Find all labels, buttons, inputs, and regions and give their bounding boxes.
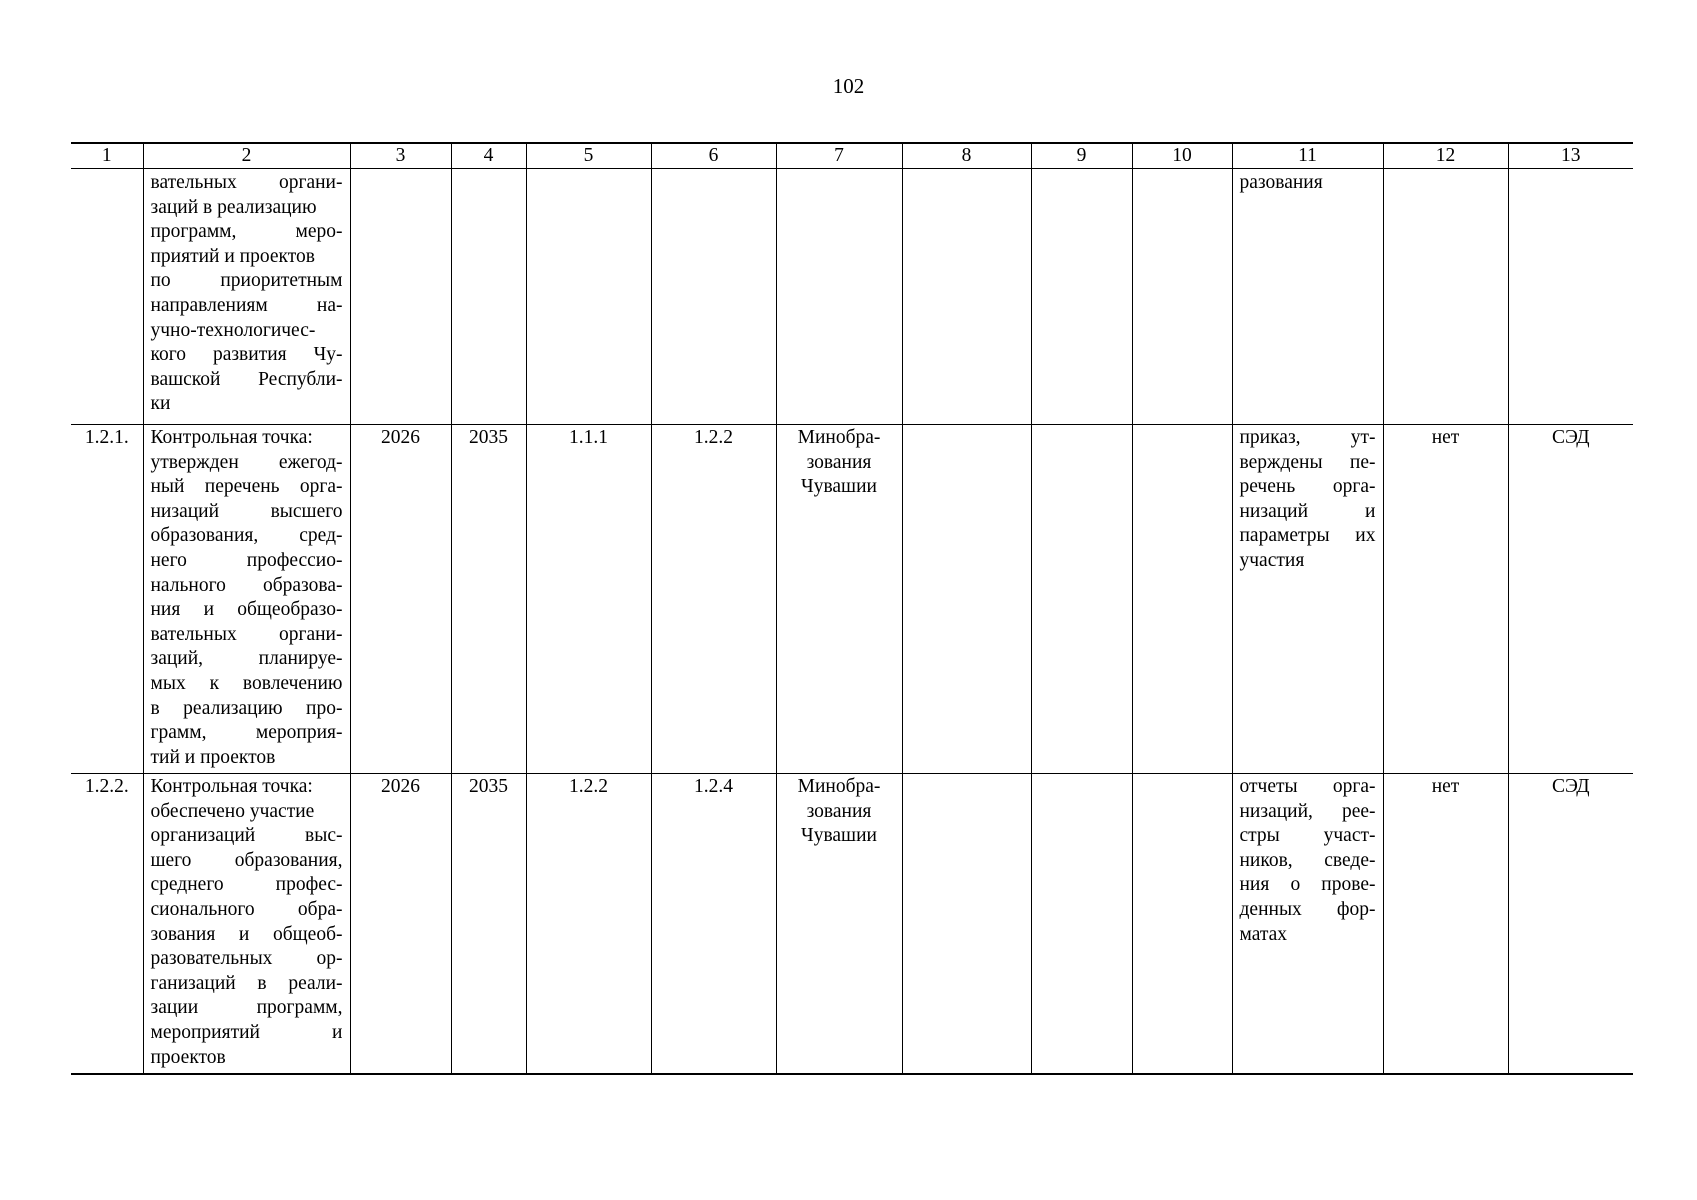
- document-line: низаций и: [1239, 500, 1376, 522]
- header-col-12: 12: [1383, 143, 1508, 169]
- col-5-value: 1.1.1: [526, 425, 651, 774]
- end-year: 2035: [451, 774, 526, 1074]
- start-year: [350, 169, 451, 425]
- document-line: приказ, ут-: [1239, 427, 1376, 448]
- description-line: тий и проектов: [150, 746, 276, 768]
- col-8-value: [902, 425, 1031, 774]
- header-col-5: 5: [526, 143, 651, 169]
- header-col-6: 6: [651, 143, 776, 169]
- header-col-4: 4: [451, 143, 526, 169]
- description-line: обеспечено участие: [150, 800, 315, 822]
- executor: [776, 169, 902, 425]
- col-12-value: [1383, 169, 1508, 425]
- description-line: него профессио-: [150, 549, 343, 571]
- description-line: сионального обра-: [150, 898, 343, 920]
- col-6-value: 1.2.2: [651, 425, 776, 774]
- description-line: среднего профес-: [150, 874, 343, 896]
- description-line: учно-технологичес-: [150, 319, 316, 341]
- header-col-7: 7: [776, 143, 902, 169]
- table-row: [71, 425, 1633, 774]
- description-line: зования и общеоб-: [150, 923, 343, 945]
- description-line: Контрольная точка:: [150, 776, 313, 797]
- executor: [776, 774, 902, 1074]
- description-line: низаций высшего: [150, 500, 343, 522]
- description-line: заций в реализацию: [150, 196, 317, 218]
- description-line: в реализацию про-: [150, 697, 343, 719]
- row-number: [71, 169, 143, 425]
- col-13-value: [1508, 169, 1633, 425]
- row-number: 1.2.2.: [71, 774, 143, 1074]
- header-col-9: 9: [1031, 143, 1132, 169]
- result-document: [1232, 425, 1383, 774]
- col-6-value: 1.2.4: [651, 774, 776, 1074]
- description-line: по приоритетным: [150, 270, 343, 292]
- description-line: вашской Республи-: [150, 368, 343, 390]
- description-line: ганизаций в реали-: [150, 972, 343, 994]
- start-year: 2026: [350, 774, 451, 1074]
- executor-line: Минобра-: [797, 427, 881, 448]
- result-document: [1232, 774, 1383, 1074]
- document-line: верждены пе-: [1239, 451, 1376, 473]
- document-line: отчеты орга-: [1239, 776, 1376, 797]
- result-document: [1232, 169, 1383, 425]
- description-line: проектов: [150, 1046, 226, 1068]
- description-line: мероприятий и: [150, 1021, 343, 1043]
- description-line: направлениям на-: [150, 294, 343, 316]
- document-line: денных фор-: [1239, 898, 1376, 920]
- end-year: 2035: [451, 425, 526, 774]
- document-line: матах: [1239, 923, 1288, 945]
- table-row: [71, 774, 1633, 1074]
- executor-line: Минобра-: [797, 776, 881, 797]
- description-line: зации программ,: [150, 997, 343, 1019]
- col-9-value: [1031, 425, 1132, 774]
- description-line: кого развития Чу-: [150, 344, 343, 366]
- start-year: 2026: [350, 425, 451, 774]
- description-line: шего образования,: [150, 849, 343, 871]
- col-13-value: СЭД: [1508, 425, 1633, 774]
- header-col-11: 11: [1232, 143, 1383, 169]
- table-row: [71, 169, 1633, 425]
- description-line: вательных органи-: [150, 172, 343, 193]
- col-6-value: [651, 169, 776, 425]
- col-5-value: [526, 169, 651, 425]
- col-10-value: [1132, 774, 1232, 1074]
- row-number: 1.2.1.: [71, 425, 143, 774]
- description-line: грамм, мероприя-: [150, 722, 343, 744]
- description-line: программ, меро-: [150, 221, 343, 243]
- row-description: [143, 774, 350, 1074]
- description-line: ки: [150, 393, 171, 415]
- page-number: 102: [832, 74, 865, 98]
- col-13-value: СЭД: [1508, 774, 1633, 1074]
- executor-line: зования: [806, 800, 872, 822]
- description-line: приятий и проектов: [150, 245, 315, 267]
- document-line: речень орга-: [1239, 476, 1376, 498]
- col-8-value: [902, 169, 1031, 425]
- description-line: разовательных ор-: [150, 948, 343, 970]
- header-col-2: 2: [143, 143, 350, 169]
- executor-line: Чувашии: [801, 476, 877, 498]
- document-line: разования: [1239, 172, 1323, 193]
- col-10-value: [1132, 425, 1232, 774]
- col-5-value: 1.2.2: [526, 774, 651, 1074]
- executor-line: зования: [806, 451, 872, 473]
- header-row: [71, 143, 1633, 169]
- description-line: утвержден ежегод-: [150, 451, 343, 473]
- description-line: вательных органи-: [150, 623, 343, 645]
- description-line: Контрольная точка:: [150, 427, 313, 448]
- program-table: [71, 142, 1633, 1075]
- header-col-10: 10: [1132, 143, 1232, 169]
- header-col-13: 13: [1508, 143, 1633, 169]
- description-line: ния и общеобразо-: [150, 599, 343, 621]
- col-9-value: [1031, 774, 1132, 1074]
- header-col-8: 8: [902, 143, 1031, 169]
- document-line: стры участ-: [1239, 825, 1376, 847]
- description-line: заций, планируе-: [150, 648, 343, 670]
- col-10-value: [1132, 169, 1232, 425]
- col-12-value: нет: [1383, 774, 1508, 1074]
- col-12-value: нет: [1383, 425, 1508, 774]
- document-line: участия: [1239, 549, 1305, 571]
- description-line: организаций выс-: [150, 825, 343, 847]
- document-line: низаций, рее-: [1239, 800, 1376, 822]
- row-description: [143, 169, 350, 425]
- description-line: нального образова-: [150, 574, 343, 596]
- end-year: [451, 169, 526, 425]
- col-8-value: [902, 774, 1031, 1074]
- row-description: [143, 425, 350, 774]
- document-line: ния о прове-: [1239, 874, 1376, 896]
- col-9-value: [1031, 169, 1132, 425]
- header-col-1: 1: [71, 143, 143, 169]
- description-line: мых к вовлечению: [150, 672, 343, 694]
- executor: [776, 425, 902, 774]
- description-line: ный перечень орга-: [150, 476, 343, 498]
- document-line: параметры их: [1239, 525, 1376, 547]
- header-col-3: 3: [350, 143, 451, 169]
- document-line: ников, сведе-: [1239, 849, 1376, 871]
- description-line: образования, сред-: [150, 525, 343, 547]
- executor-line: Чувашии: [801, 825, 877, 847]
